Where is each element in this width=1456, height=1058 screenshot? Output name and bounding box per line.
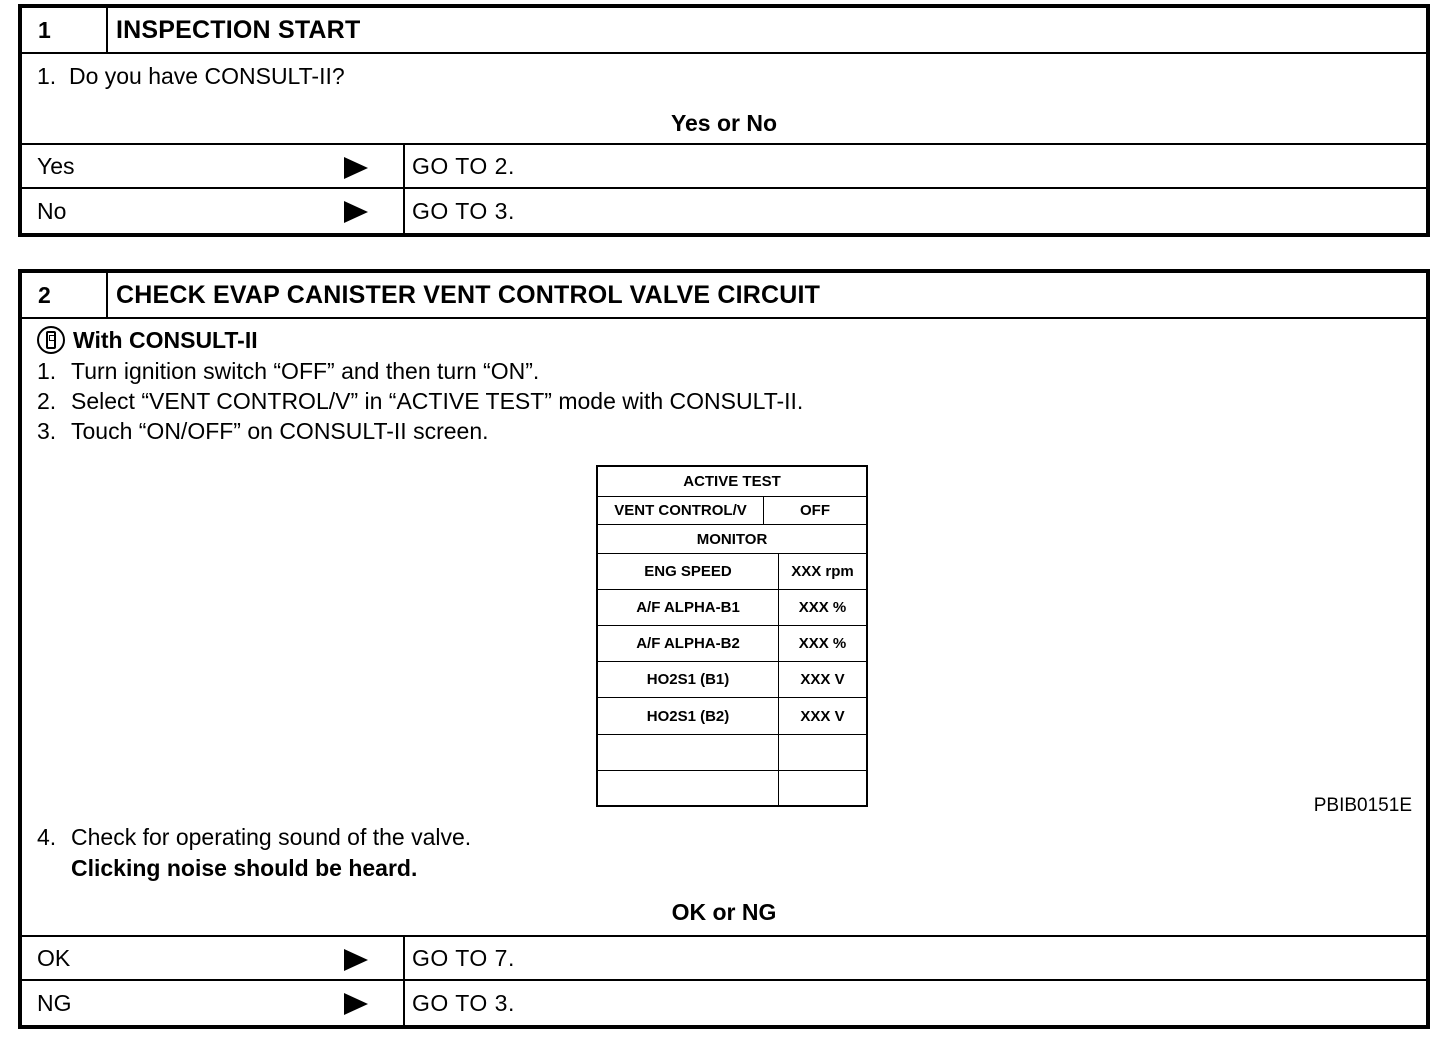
section-1-prompt: Yes or No (670, 110, 778, 136)
answer-label: OK (37, 944, 71, 971)
section-2-box (18, 269, 1430, 1029)
monitor-label: MONITOR (598, 525, 866, 554)
section-1-header (22, 8, 1426, 54)
answer-label: NG (37, 989, 72, 1016)
monitor-row-empty (598, 771, 866, 805)
monitor-row: A/F ALPHA-B2 XXX % (598, 626, 866, 662)
section-1-number: 1 (22, 8, 108, 52)
monitor-row-empty (598, 735, 866, 771)
consult-icon (37, 326, 65, 354)
section-2-header (22, 273, 1426, 319)
monitor-row: HO2S1 (B2) XXX V (598, 698, 866, 735)
answer-label: Yes (37, 152, 75, 179)
section-2-prompt: OK or NG (671, 899, 777, 925)
section-1-question: 1. Do you have CONSULT-II? (37, 63, 345, 89)
step-4-note: Clicking noise should be heard. (71, 855, 418, 881)
monitor-row: ENG SPEED XXX rpm (598, 554, 866, 590)
section-2-number: 2 (22, 273, 108, 317)
arrow-right-icon (344, 157, 368, 179)
section-1-title: INSPECTION START (116, 15, 361, 44)
answer-row-ok[interactable] (22, 937, 1426, 981)
step-1: 1. Turn ignition switch “OFF” and then turn “ON”. (37, 358, 540, 384)
section-1-body (22, 54, 1426, 145)
answer-action[interactable]: GO TO 3. (412, 989, 515, 1016)
step-2: 2. Select “VENT CONTROL/V” in “ACTIVE TEST” mode with CONSULT-II. (37, 388, 804, 414)
section-2-body (22, 319, 1426, 937)
answer-action[interactable]: GO TO 3. (412, 197, 515, 224)
figure-code: PBIB0151E (1313, 795, 1412, 816)
arrow-right-icon (344, 201, 368, 223)
answer-action[interactable]: GO TO 2. (412, 152, 515, 179)
section-1-box (18, 4, 1430, 237)
monitor-row: A/F ALPHA-B1 XXX % (598, 590, 866, 626)
step-3: 3. Touch “ON/OFF” on CONSULT-II screen. (37, 418, 489, 444)
answer-row-yes[interactable] (22, 145, 1426, 189)
with-consult-label: With CONSULT-II (37, 325, 258, 355)
monitor-row: HO2S1 (B1) XXX V (598, 662, 866, 698)
active-test-row: VENT CONTROL/V OFF (598, 497, 866, 525)
section-2-title: CHECK EVAP CANISTER VENT CONTROL VALVE CIRCUIT (116, 280, 821, 309)
consult-screen-table (596, 465, 868, 807)
screen-title: ACTIVE TEST (598, 467, 866, 497)
answer-row-no[interactable] (22, 189, 1426, 233)
answer-label: No (37, 197, 67, 224)
step-4: 4. Check for operating sound of the valve. (37, 824, 472, 850)
answer-action[interactable]: GO TO 7. (412, 944, 515, 971)
arrow-right-icon (344, 949, 368, 971)
answer-row-ng[interactable] (22, 981, 1426, 1025)
arrow-right-icon (344, 993, 368, 1015)
